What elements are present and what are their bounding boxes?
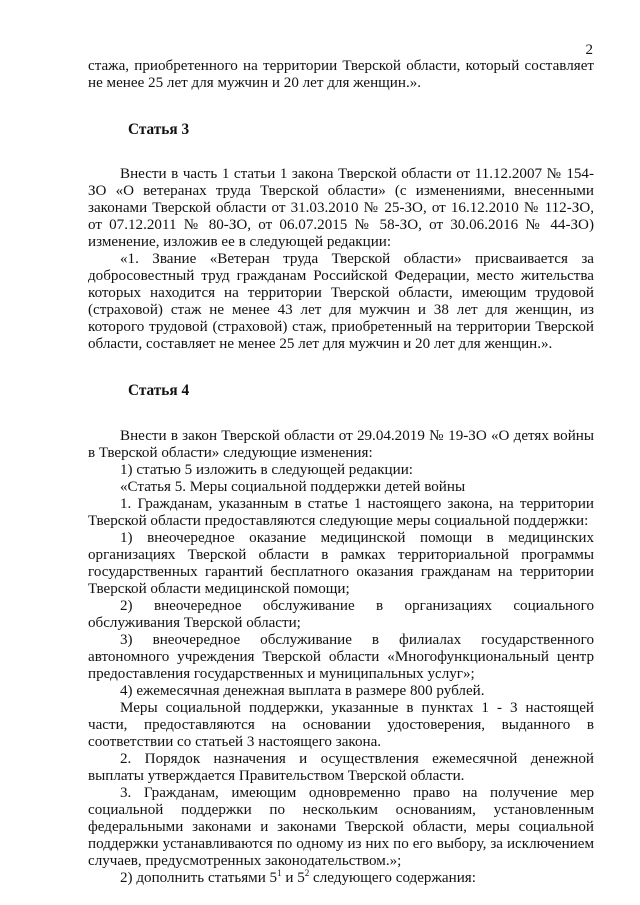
article-5-paragraph-2: 2. Порядок назначения и осуществления ежемесячной денежной выплаты утверждается Правительством Тверской области. — [88, 751, 594, 784]
article-3-heading: Статья 3 — [128, 121, 190, 138]
document-body — [88, 58, 594, 887]
continuation-paragraph: стажа, приобретенного на территории Тверской области, который составляет не менее 25 лет для мужчин и 20 лет для женщин.». — [88, 58, 594, 91]
article-5-subitem-2: 2) внеочередное обслуживание в организациях социального обслуживания Тверской области; — [88, 598, 594, 631]
article-5-measures-note: Меры социальной поддержки, указанные в пунктах 1 - 3 настоящей части, предоставляются на основании удостоверения, выданного в соответствии со статьей 3 настоящего закона. — [88, 700, 594, 750]
article-5-subitem-1: 1) внеочередное оказание медицинской помощи в медицинских организациях Тверской области в рамках территориальной программы государственных гарантий бесплатного оказания гражданам на территории Тверской области медицинской помощи; — [88, 530, 594, 597]
article-4-item-2 — [88, 867, 594, 887]
item-2-suffix: следующего содержания: — [309, 870, 476, 886]
item-2-prefix: 2) дополнить статьями 5 — [120, 870, 278, 886]
article-5-subitem-3: 3) внеочередное обслуживание в филиалах государственного автономного учреждения Тверской области «Многофункциональный центр предоставления государственных и муниципальных услуг»; — [88, 632, 594, 682]
article-5-paragraph-3: 3. Гражданам, имеющим одновременно право на получение мер социальной поддержки по нескольким основаниям, установленным федеральными законами и законами Тверской области, меры социальной поддержки устанавливаются по одному из них по его выбору, за исключением случаев, предусмотренных законодательством.»; — [88, 785, 594, 869]
article-4-heading: Статья 4 — [128, 382, 190, 399]
item-2-superscript-1: 1 — [277, 867, 282, 878]
article-5-title: «Статья 5. Меры социальной поддержки детей войны — [120, 479, 466, 495]
item-2-middle: и 5 — [281, 870, 305, 886]
article-5-subitem-4: 4) ежемесячная денежная выплата в размере 800 рублей. — [120, 683, 485, 699]
article-4-intro: Внести в закон Тверской области от 29.04.2019 № 19-ЗО «О детях войны в Тверской области» следующие изменения: — [88, 428, 594, 461]
article-3-intro: Внести в часть 1 статьи 1 закона Тверской области от 11.12.2007 № 154-ЗО «О ветеранах труда Тверской области» (с изменениями, внесенными законами Тверской области от 31.03.2010 № 25-ЗО, от 16.12.2010 № 112-ЗО, от 07.12.2011 № 80-ЗО, от 06.07.2015 № 58-ЗО, от 30.06.2016 № 44-ЗО) изменение, изложив ее в следующей редакции: — [88, 166, 594, 250]
article-4-item-1: 1) статью 5 изложить в следующей редакции: — [120, 462, 413, 478]
page-number: 2 — [585, 42, 593, 58]
article-5-paragraph-1: 1. Гражданам, указанным в статье 1 настоящего закона, на территории Тверской области предоставляются следующие меры социальной поддержки: — [88, 496, 594, 529]
article-3-quote: «1. Звание «Ветеран труда Тверской области» присваивается за добросовестный труд гражданам Российской Федерации, место жительства которых находится на территории Тверской области, имеющим трудовой (страховой) стаж не менее 43 лет для мужчин и 38 лет для женщин, из которого трудовой (страховой) стаж, приобретенный на территории Тверской области, составляет не менее 25 лет для мужчин и 20 лет для женщин.». — [88, 251, 594, 352]
item-2-superscript-2: 2 — [304, 867, 310, 878]
